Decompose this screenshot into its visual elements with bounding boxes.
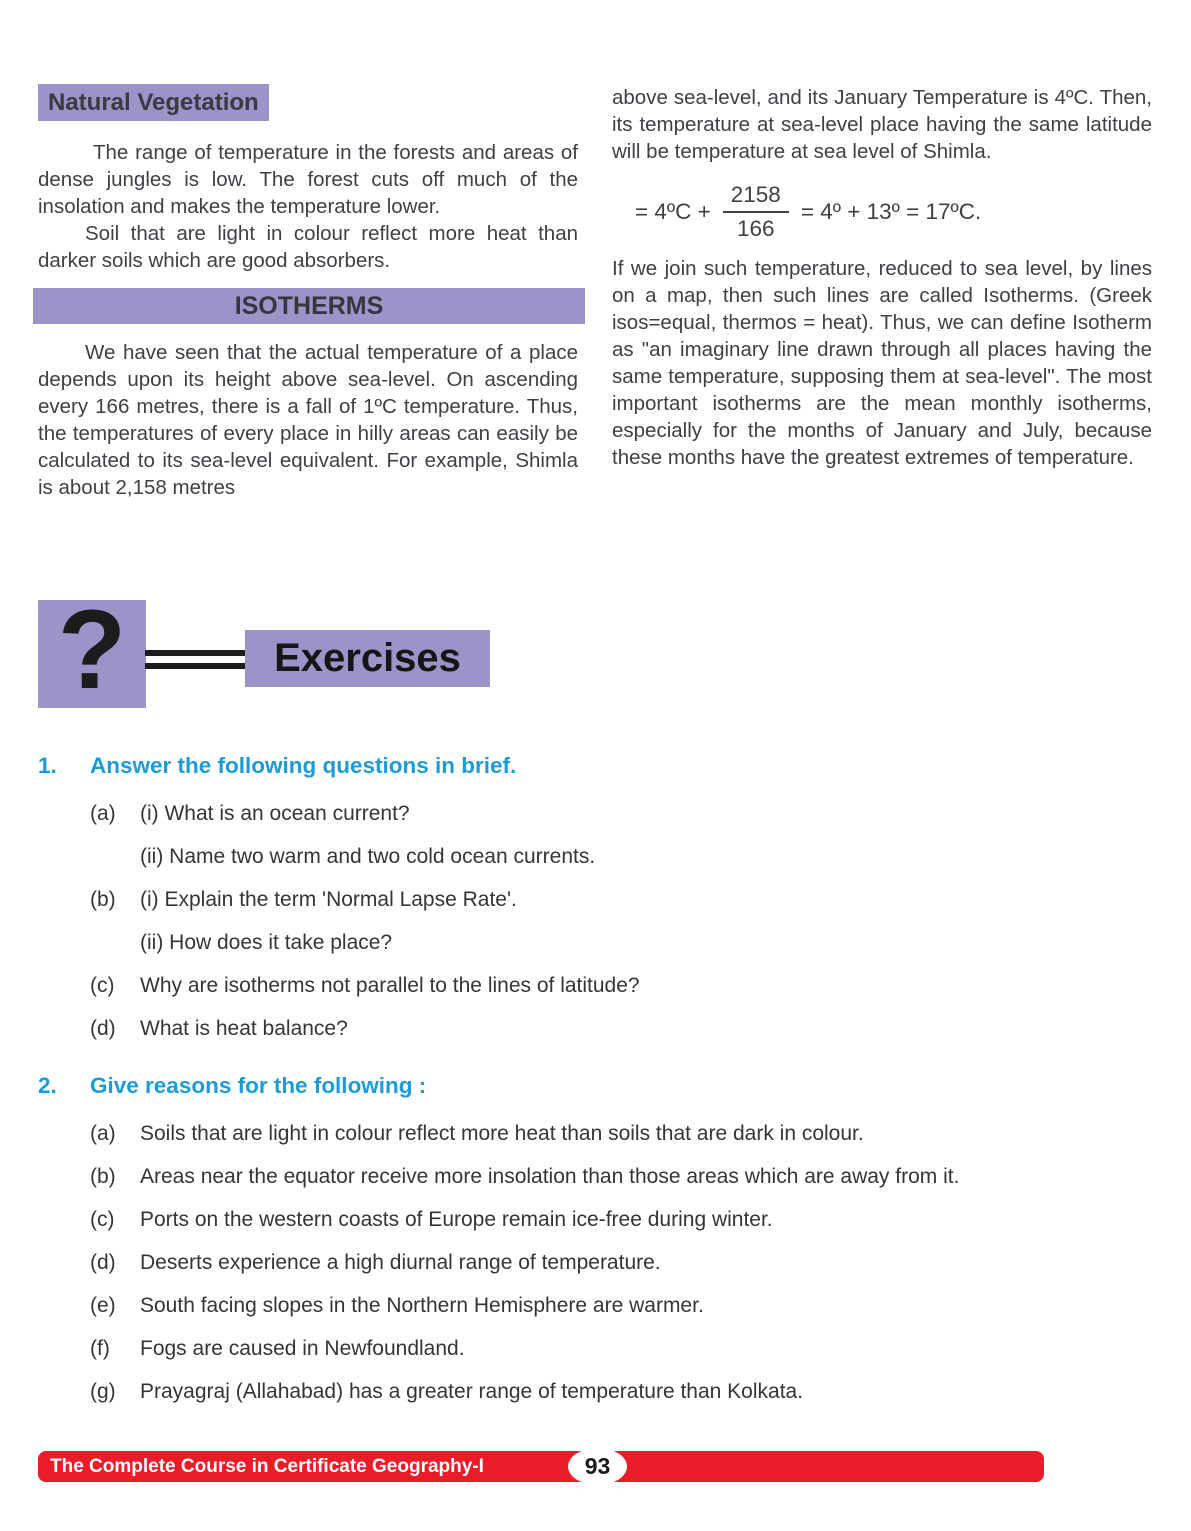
row-text: (i) What is an ocean current? [140,802,410,825]
fraction-denominator: 166 [737,216,775,241]
isotherms-intro-paragraph: We have seen that the actual temperature of a place depends upon its height above sea-level. On ascending every 166 metres, there is a fall of 1ºC temperature. Thus, the temperatures of every place in hilly areas can easily be calculated to its sea-level equivalent. For example, Shimla is about 2,158 metres [38,341,578,499]
row-label: (d) [90,1251,116,1274]
formula-fraction [723,182,789,242]
row-label: (b) [90,888,116,911]
row-label: (c) [90,974,115,997]
row-label: (b) [90,1165,116,1188]
row-label: (a) [90,802,116,825]
question-row [38,929,1153,956]
isotherms-header: ISOTHERMS [33,288,585,324]
row-text: Fogs are caused in Newfoundland. [140,1337,465,1360]
row-text: (i) Explain the term 'Normal Lapse Rate'. [140,888,517,911]
row-text: (ii) How does it take place? [140,931,393,954]
soil-colour-paragraph: Soil that are light in colour reflect more heat than darker soils which are good absorbers. [38,222,578,272]
row-text: What is heat balance? [140,1017,348,1040]
question-row [38,1378,1153,1405]
question-row [38,1015,1153,1042]
natural-vegetation-header: Natural Vegetation [38,84,269,121]
section-2-rows [38,1120,1153,1405]
exercises-banner [38,587,498,712]
section-1-number: 1. [38,753,57,778]
row-label [90,843,140,870]
row-text: Prayagraj (Allahabad) has a greater range of temperature than Kolkata. [140,1380,804,1403]
section-answer-in-brief [38,752,1153,1058]
question-row [38,1163,1153,1190]
row-label: (a) [90,1122,116,1145]
row-label: (c) [90,1208,115,1231]
left-column [38,84,578,501]
right-column [612,84,1152,471]
row-label: (e) [90,1294,116,1317]
shimla-sea-level-paragraph: above sea-level, and its January Temperature is 4ºC. Then, its temperature at sea-level place having the same latitude will be temperature at sea level of Shimla. [612,86,1152,163]
question-row [38,886,1153,913]
row-text: Soils that are light in colour reflect more heat than soils that are dark in colour. [140,1122,864,1145]
formula-prefix: = 4ºC + [635,199,711,224]
question-row [38,1120,1153,1147]
question-row [38,1335,1153,1362]
question-row [38,972,1153,999]
section-2-title: Give reasons for the following : [90,1073,427,1098]
section-1-heading [38,752,1153,779]
section-give-reasons [38,1072,1153,1421]
formula-suffix: = 4º + 13º = 17ºC. [800,199,982,224]
question-row [38,843,1153,870]
question-row [38,1206,1153,1233]
row-text: Why are isotherms not parallel to the lines of latitude? [140,974,640,997]
row-text: (ii) Name two warm and two cold ocean currents. [140,845,596,868]
question-mark-icon: ? [57,587,127,712]
row-label [90,929,140,956]
question-row [38,800,1153,827]
row-text: Ports on the western coasts of Europe remain ice-free during winter. [140,1208,773,1231]
section-2-heading [38,1072,1153,1099]
row-text: Deserts experience a high diurnal range of temperature. [140,1251,661,1274]
double-line-connector [145,650,246,669]
connector-line-top [145,650,246,656]
page-number-badge: 93 [568,1448,627,1485]
isotherm-definition-paragraph: If we join such temperature, reduced to sea level, by lines on a map, then such lines are called Isotherms. (Greek isos=equal, thermos = heat). Thus, we can define Isotherm as "an imaginary line drawn through all places having the same temperature, supposing them at sea-level". The most important isotherms are the mean monthly isotherms, especially for the months of January and July, because these months have the greatest extremes of temperature. [612,257,1152,469]
row-label: (d) [90,1017,116,1040]
exercises-title: Exercises [245,630,490,687]
fraction-numerator: 2158 [723,182,789,213]
footer-bar [38,1451,1044,1482]
question-row [38,1249,1153,1276]
temperature-formula [612,182,1152,242]
footer-book-title: The Complete Course in Certificate Geography-I [50,1456,484,1477]
section-2-number: 2. [38,1073,57,1098]
row-text: South facing slopes in the Northern Hemisphere are warmer. [140,1294,704,1317]
forest-temperature-paragraph: The range of temperature in the forests and areas of dense jungles is low. The forest cuts off much of the insolation and makes the temperature lower. [38,141,578,218]
row-text: Areas near the equator receive more insolation than those areas which are away from it. [140,1165,960,1188]
section-1-rows [38,800,1153,1042]
connector-line-bottom [145,663,246,669]
row-label: (f) [90,1337,110,1360]
row-label: (g) [90,1380,116,1403]
section-1-title: Answer the following questions in brief. [90,753,517,778]
question-row [38,1292,1153,1319]
question-box [38,587,146,712]
